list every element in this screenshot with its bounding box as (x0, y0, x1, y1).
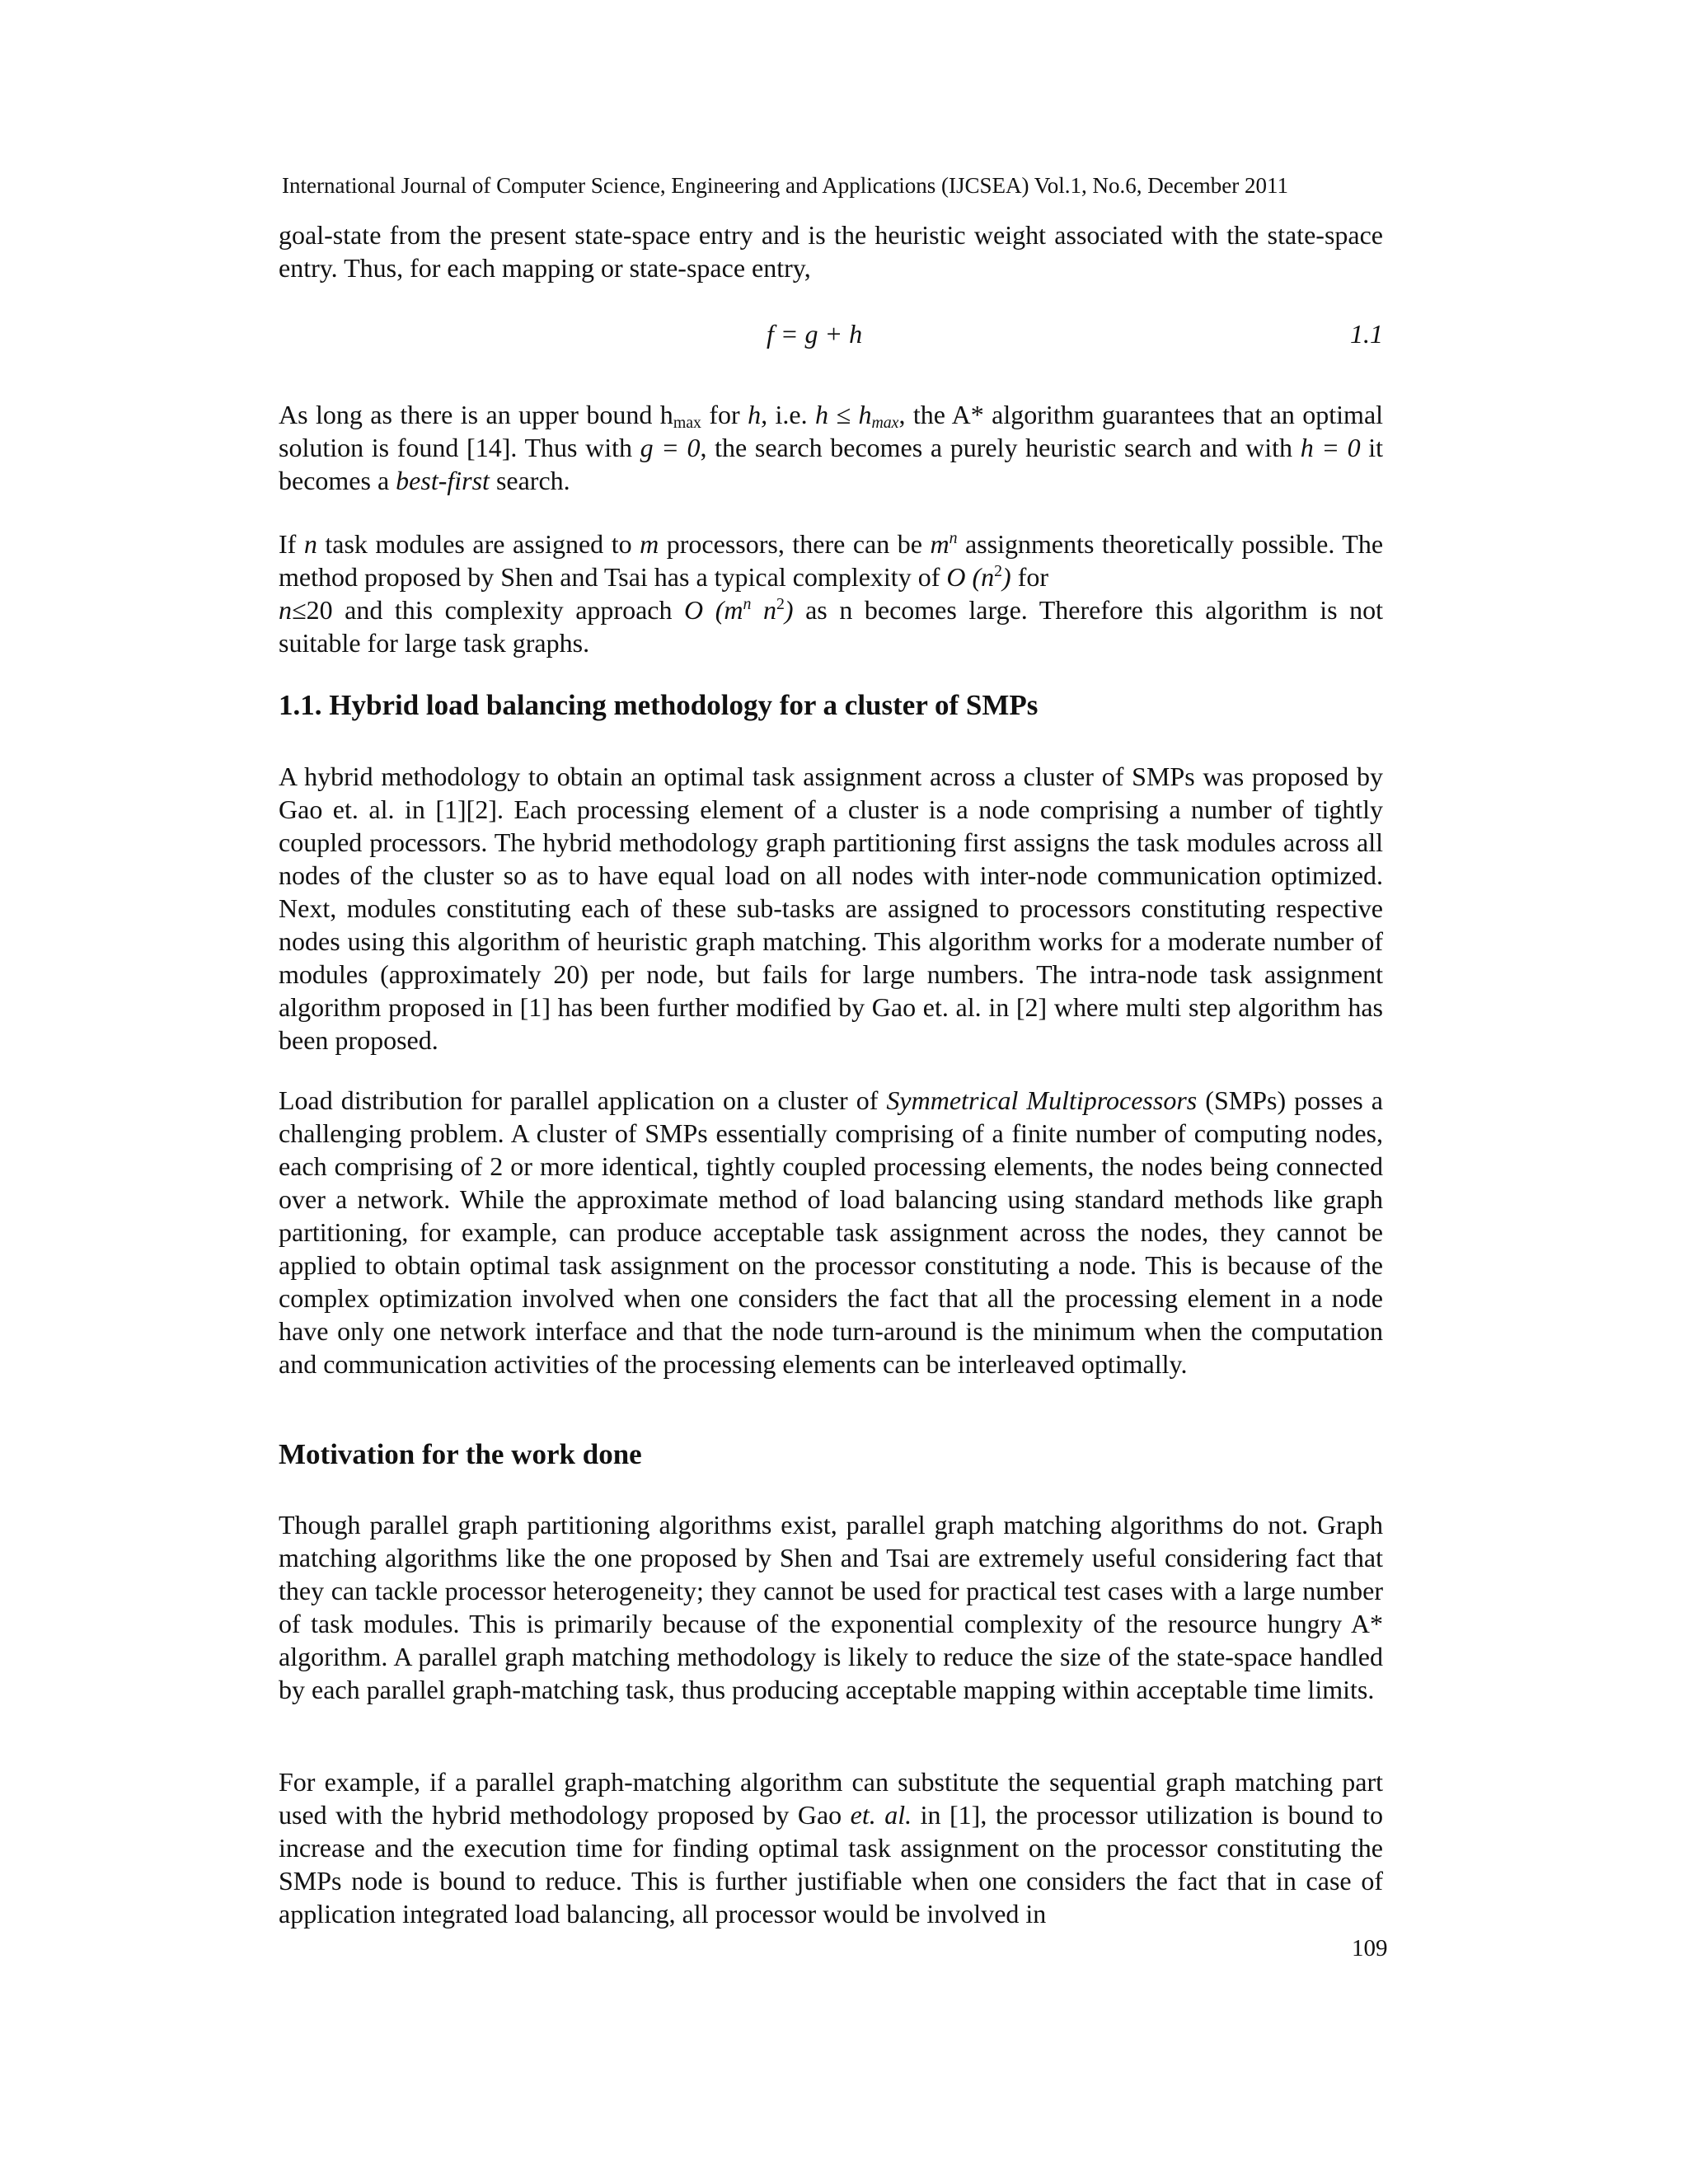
equation-formula: f = g + h (767, 319, 863, 349)
page-number: 109 (1352, 1935, 1388, 1961)
paragraph-hybrid: A hybrid methodology to obtain an optimal task assignment across a cluster of SMPs was proposed by Gao et. al. in [1][2]. Each processing element of a cluster is a node comprising a number of tightly coupled processors. The hybrid methodology graph partitioning first assigns the task modules across all nodes of the cluster so as to have equal load on all nodes with inter-node communication optimized. Next, modules constituting each of these sub-tasks are assigned to processors constituting respective nodes using this algorithm of heuristic graph matching. This algorithm works for a moderate number of modules (approximately 20) per node, but fails for large numbers. The intra-node task assignment algorithm proposed in [1] has been further modified by Gao et. al. in [2] where multi step algorithm has been proposed. (279, 762, 1383, 1055)
equation-1-1 (279, 319, 1383, 352)
paragraph-load-distribution: Load distribution for parallel application on a cluster of Symmetrical Multiprocessors (SMPs) posses a challenging problem. A cluster of SMPs essentially comprising of a finite number of computing nodes, each comprising of 2 or more identical, tightly coupled processing elements, the nodes being connected over a network. While the approximate method of load balancing using standard methods like graph partitioning, for example, can produce acceptable task assignment across the nodes, they cannot be applied to obtain optimal task assignment on the processor constituting a node. This is because of the complex optimization involved when one considers the fact that all the processing element in a node have only one network interface and that the node turn-around is the minimum when the computation and communication activities of the processing elements can be interleaved optimally. (279, 1085, 1384, 1379)
section-heading-1-1: 1.1. Hybrid load balancing methodology for a cluster of SMPs (279, 689, 1039, 721)
motivation-heading: Motivation for the work done (279, 1438, 642, 1470)
paragraph-intro (279, 218, 1383, 284)
paragraph-example: For example, if a parallel graph-matching algorithm can substitute the sequential graph matching part used with the hybrid methodology proposed by Gao et. al. in [1], the processor utilization is bound to increase and the execution time for finding optimal task assignment on the processor constituting the SMPs node is bound to reduce. This is further justifiable when one considers the fact that in case of application integrated load balancing, all processor would be involved in (279, 1767, 1384, 1929)
equation-number: 1.1 (1350, 319, 1383, 349)
paragraph-complexity: If n task modules are assigned to m processors, there can be $m^n$ assignments theoretically possible. The method proposed by Shen and Tsai has a typical complexity of O $(n^2)$ for n≤20 and this complexity approach O ($m^n$ $n^2$) as n becomes large. Therefore this algorithm is not suitable for large task graphs. (279, 529, 1384, 658)
paragraph-intro-text: goal-state from the present state-space entry and is the heuristic weight associated with the state-space entry. Thus, for each mapping or state-space entry, (279, 220, 1383, 283)
paragraph-motivation: Though parallel graph partitioning algorithms exist, parallel graph matching algorithms do not. Graph matching algorithms like the one proposed by Shen and Tsai are extremely useful considering fact that they can tackle processor heterogeneity; they cannot be used for practical test cases with a large number of task modules. This is primarily because of the exponential complexity of the resource hungry A* algorithm. A parallel graph matching methodology is likely to reduce the size of the state-space handled by each parallel graph-matching task, thus producing acceptable mapping within acceptable time limits. (279, 1510, 1383, 1704)
running-head: International Journal of Computer Science, Engineering and Applications (IJCSEA) Vol.1, No.6, December 2011 (282, 173, 1288, 198)
paragraph-hmax: As long as there is an upper bound $h_{max}$ for h, i.e. $h \le h_{max}$, the A* algorithm guarantees that an optimal solution is found [14]. Thus with g = 0, the search becomes a purely heuristic search and with h = 0 it becomes a best-first search. (279, 400, 1384, 495)
